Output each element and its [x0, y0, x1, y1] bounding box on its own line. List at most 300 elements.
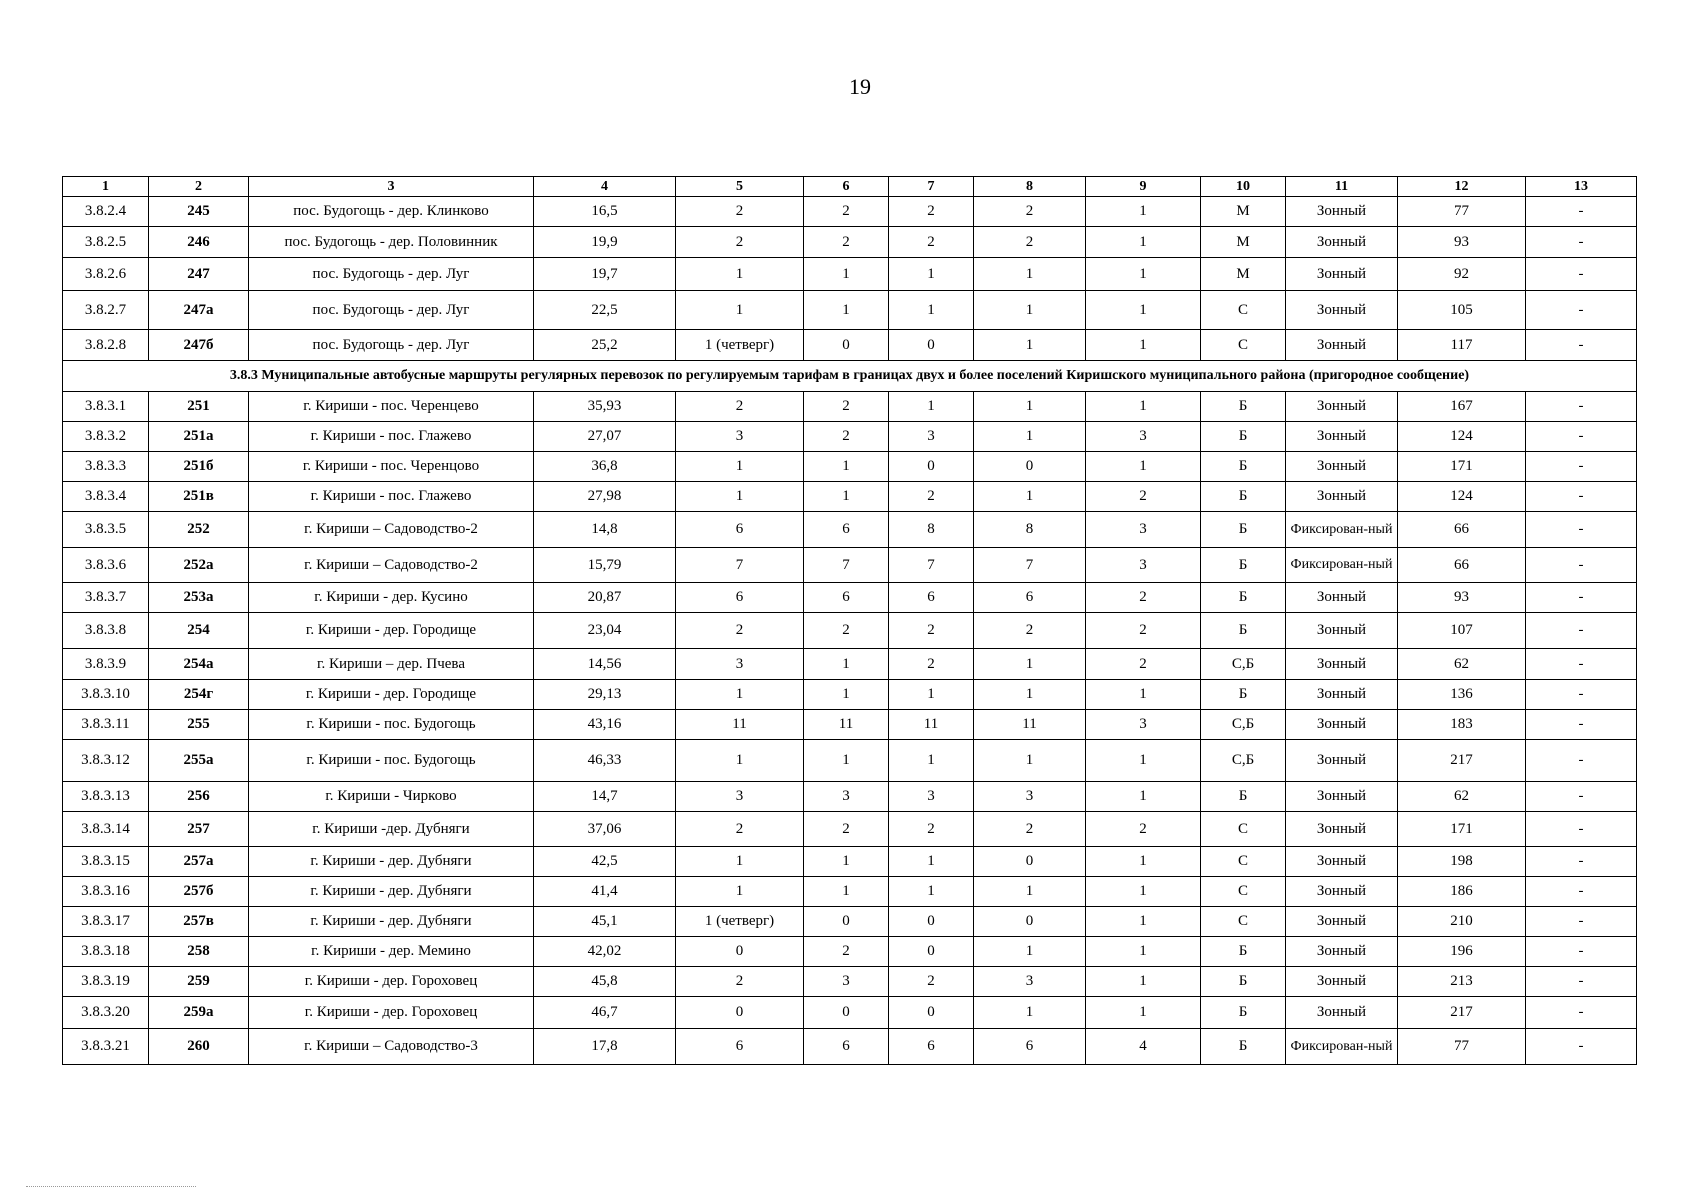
col5-cell: 11	[676, 710, 804, 740]
col9-cell: 3	[1086, 422, 1201, 452]
route-number-cell: 247	[149, 258, 249, 291]
vehicle-class-cell: Б	[1201, 422, 1286, 452]
col9-cell: 1	[1086, 997, 1201, 1029]
tariff-type-cell: Фиксирован-ный	[1286, 1029, 1398, 1065]
col8-cell: 1	[974, 291, 1086, 330]
col8-cell: 1	[974, 422, 1086, 452]
col7-cell: 0	[889, 452, 974, 482]
table-row	[63, 967, 1637, 997]
column-header-9: 9	[1086, 177, 1201, 197]
col13-cell: -	[1526, 197, 1637, 227]
fare-cell: 66	[1398, 512, 1526, 548]
col13-cell: -	[1526, 877, 1637, 907]
route-name-cell: г. Кириши - пос. Будогощь	[249, 740, 534, 782]
col13-cell: -	[1526, 710, 1637, 740]
col6-cell: 1	[804, 847, 889, 877]
col8-cell: 1	[974, 937, 1086, 967]
fare-cell: 171	[1398, 452, 1526, 482]
vehicle-class-cell: Б	[1201, 548, 1286, 583]
vehicle-class-cell: С	[1201, 907, 1286, 937]
col13-cell: -	[1526, 1029, 1637, 1065]
table-row	[63, 482, 1637, 512]
col9-cell: 2	[1086, 583, 1201, 613]
route-name-cell: пос. Будогощь - дер. Луг	[249, 291, 534, 330]
item-number-cell: 3.8.2.4	[63, 197, 149, 227]
tariff-type-cell: Зонный	[1286, 997, 1398, 1029]
col6-cell: 1	[804, 877, 889, 907]
col5-cell: 0	[676, 937, 804, 967]
col6-cell: 1	[804, 740, 889, 782]
col8-cell: 6	[974, 583, 1086, 613]
fare-cell: 107	[1398, 613, 1526, 649]
route-number-cell: 257в	[149, 907, 249, 937]
col13-cell: -	[1526, 330, 1637, 361]
route-number-cell: 260	[149, 1029, 249, 1065]
route-name-cell: г. Кириши - дер. Мемино	[249, 937, 534, 967]
col6-cell: 1	[804, 452, 889, 482]
tariff-type-cell: Зонный	[1286, 452, 1398, 482]
col9-cell: 2	[1086, 613, 1201, 649]
route-number-cell: 253а	[149, 583, 249, 613]
col8-cell: 3	[974, 782, 1086, 812]
vehicle-class-cell: Б	[1201, 613, 1286, 649]
column-number-header-row	[63, 177, 1637, 197]
length-km-cell: 45,8	[534, 967, 676, 997]
col9-cell: 4	[1086, 1029, 1201, 1065]
item-number-cell: 3.8.2.6	[63, 258, 149, 291]
fare-cell: 92	[1398, 258, 1526, 291]
table-row	[63, 649, 1637, 680]
table-row	[63, 997, 1637, 1029]
col9-cell: 1	[1086, 937, 1201, 967]
col9-cell: 1	[1086, 740, 1201, 782]
col9-cell: 1	[1086, 452, 1201, 482]
col6-cell: 0	[804, 907, 889, 937]
vehicle-class-cell: М	[1201, 258, 1286, 291]
length-km-cell: 16,5	[534, 197, 676, 227]
fare-cell: 167	[1398, 392, 1526, 422]
route-number-cell: 254	[149, 613, 249, 649]
col13-cell: -	[1526, 452, 1637, 482]
length-km-cell: 43,16	[534, 710, 676, 740]
col9-cell: 1	[1086, 227, 1201, 258]
vehicle-class-cell: Б	[1201, 937, 1286, 967]
table-row	[63, 330, 1637, 361]
length-km-cell: 25,2	[534, 330, 676, 361]
fare-cell: 213	[1398, 967, 1526, 997]
tariff-type-cell: Зонный	[1286, 847, 1398, 877]
table-row	[63, 422, 1637, 452]
table-row	[63, 512, 1637, 548]
table-row	[63, 740, 1637, 782]
fare-cell: 93	[1398, 583, 1526, 613]
route-number-cell: 254а	[149, 649, 249, 680]
route-name-cell: г. Кириши - дер. Городище	[249, 680, 534, 710]
route-number-cell: 259	[149, 967, 249, 997]
col8-cell: 1	[974, 649, 1086, 680]
vehicle-class-cell: С,Б	[1201, 710, 1286, 740]
route-name-cell: пос. Будогощь - дер. Половинник	[249, 227, 534, 258]
route-number-cell: 252а	[149, 548, 249, 583]
col9-cell: 2	[1086, 482, 1201, 512]
tariff-type-cell: Зонный	[1286, 482, 1398, 512]
column-header-8: 8	[974, 177, 1086, 197]
tariff-type-cell: Зонный	[1286, 782, 1398, 812]
col13-cell: -	[1526, 613, 1637, 649]
tariff-type-cell: Зонный	[1286, 330, 1398, 361]
length-km-cell: 27,07	[534, 422, 676, 452]
col8-cell: 2	[974, 812, 1086, 847]
col9-cell: 2	[1086, 812, 1201, 847]
table-row	[63, 847, 1637, 877]
tariff-type-cell: Фиксирован-ный	[1286, 512, 1398, 548]
tariff-type-cell: Зонный	[1286, 812, 1398, 847]
tariff-type-cell: Зонный	[1286, 740, 1398, 782]
tariff-type-cell: Зонный	[1286, 197, 1398, 227]
route-number-cell: 258	[149, 937, 249, 967]
item-number-cell: 3.8.3.7	[63, 583, 149, 613]
table-row	[63, 812, 1637, 847]
col13-cell: -	[1526, 548, 1637, 583]
vehicle-class-cell: Б	[1201, 1029, 1286, 1065]
tariff-type-cell: Зонный	[1286, 649, 1398, 680]
route-number-cell: 255а	[149, 740, 249, 782]
fare-cell: 93	[1398, 227, 1526, 258]
col7-cell: 1	[889, 258, 974, 291]
route-name-cell: г. Кириши - дер. Городище	[249, 613, 534, 649]
route-name-cell: г. Кириши – Садоводство-3	[249, 1029, 534, 1065]
length-km-cell: 41,4	[534, 877, 676, 907]
col8-cell: 1	[974, 740, 1086, 782]
table-row	[63, 937, 1637, 967]
col7-cell: 8	[889, 512, 974, 548]
col6-cell: 2	[804, 613, 889, 649]
length-km-cell: 42,5	[534, 847, 676, 877]
col7-cell: 6	[889, 583, 974, 613]
col6-cell: 11	[804, 710, 889, 740]
item-number-cell: 3.8.3.15	[63, 847, 149, 877]
route-number-cell: 252	[149, 512, 249, 548]
table-row	[63, 710, 1637, 740]
route-number-cell: 255	[149, 710, 249, 740]
item-number-cell: 3.8.3.19	[63, 967, 149, 997]
col13-cell: -	[1526, 649, 1637, 680]
tariff-type-cell: Зонный	[1286, 583, 1398, 613]
item-number-cell: 3.8.2.7	[63, 291, 149, 330]
route-number-cell: 254г	[149, 680, 249, 710]
col9-cell: 2	[1086, 649, 1201, 680]
col7-cell: 0	[889, 997, 974, 1029]
length-km-cell: 14,8	[534, 512, 676, 548]
fare-cell: 183	[1398, 710, 1526, 740]
col5-cell: 1	[676, 680, 804, 710]
col6-cell: 1	[804, 649, 889, 680]
col13-cell: -	[1526, 258, 1637, 291]
col7-cell: 2	[889, 967, 974, 997]
vehicle-class-cell: М	[1201, 227, 1286, 258]
col9-cell: 3	[1086, 710, 1201, 740]
col6-cell: 2	[804, 392, 889, 422]
vehicle-class-cell: Б	[1201, 680, 1286, 710]
col6-cell: 2	[804, 197, 889, 227]
item-number-cell: 3.8.2.8	[63, 330, 149, 361]
table-row	[63, 197, 1637, 227]
route-number-cell: 257б	[149, 877, 249, 907]
vehicle-class-cell: С	[1201, 291, 1286, 330]
col7-cell: 2	[889, 227, 974, 258]
route-name-cell: г. Кириши - пос. Глажево	[249, 422, 534, 452]
tariff-type-cell: Зонный	[1286, 710, 1398, 740]
col7-cell: 1	[889, 877, 974, 907]
col7-cell: 0	[889, 907, 974, 937]
col7-cell: 7	[889, 548, 974, 583]
col6-cell: 1	[804, 482, 889, 512]
length-km-cell: 46,33	[534, 740, 676, 782]
item-number-cell: 3.8.3.21	[63, 1029, 149, 1065]
route-name-cell: г. Кириши – дер. Пчева	[249, 649, 534, 680]
col13-cell: -	[1526, 997, 1637, 1029]
length-km-cell: 22,5	[534, 291, 676, 330]
vehicle-class-cell: Б	[1201, 583, 1286, 613]
col9-cell: 1	[1086, 291, 1201, 330]
table-row	[63, 452, 1637, 482]
item-number-cell: 3.8.3.20	[63, 997, 149, 1029]
table-row	[63, 291, 1637, 330]
col7-cell: 2	[889, 197, 974, 227]
col13-cell: -	[1526, 227, 1637, 258]
col5-cell: 1	[676, 740, 804, 782]
fare-cell: 124	[1398, 482, 1526, 512]
vehicle-class-cell: Б	[1201, 482, 1286, 512]
col6-cell: 2	[804, 422, 889, 452]
table-row	[63, 680, 1637, 710]
col6-cell: 1	[804, 258, 889, 291]
col6-cell: 2	[804, 937, 889, 967]
fare-cell: 66	[1398, 548, 1526, 583]
route-name-cell: г. Кириши -дер. Дубняги	[249, 812, 534, 847]
col13-cell: -	[1526, 782, 1637, 812]
col7-cell: 3	[889, 782, 974, 812]
column-header-12: 12	[1398, 177, 1526, 197]
section-title-row	[63, 361, 1637, 392]
route-name-cell: г. Кириши – Садоводство-2	[249, 512, 534, 548]
col9-cell: 1	[1086, 847, 1201, 877]
route-name-cell: г. Кириши - дер. Дубняги	[249, 877, 534, 907]
length-km-cell: 36,8	[534, 452, 676, 482]
page-number: 19	[849, 74, 871, 99]
tariff-type-cell: Зонный	[1286, 877, 1398, 907]
route-number-cell: 257	[149, 812, 249, 847]
route-number-cell: 251в	[149, 482, 249, 512]
col6-cell: 7	[804, 548, 889, 583]
vehicle-class-cell: Б	[1201, 967, 1286, 997]
vehicle-class-cell: С	[1201, 330, 1286, 361]
col5-cell: 1	[676, 258, 804, 291]
vehicle-class-cell: С	[1201, 847, 1286, 877]
section-3-8-2-rows	[63, 197, 1637, 361]
route-number-cell: 245	[149, 197, 249, 227]
col5-cell: 2	[676, 613, 804, 649]
col8-cell: 1	[974, 997, 1086, 1029]
vehicle-class-cell: Б	[1201, 512, 1286, 548]
vehicle-class-cell: С,Б	[1201, 649, 1286, 680]
column-header-10: 10	[1201, 177, 1286, 197]
col8-cell: 6	[974, 1029, 1086, 1065]
route-name-cell: г. Кириши - пос. Черенцево	[249, 392, 534, 422]
route-name-cell: г. Кириши - дер. Гороховец	[249, 967, 534, 997]
length-km-cell: 27,98	[534, 482, 676, 512]
route-name-cell: г. Кириши - пос. Черенцово	[249, 452, 534, 482]
col7-cell: 0	[889, 937, 974, 967]
vehicle-class-cell: Б	[1201, 997, 1286, 1029]
route-name-cell: г. Кириши - пос. Глажево	[249, 482, 534, 512]
table-row	[63, 1029, 1637, 1065]
table-row	[63, 782, 1637, 812]
fare-cell: 136	[1398, 680, 1526, 710]
fare-cell: 124	[1398, 422, 1526, 452]
table-row	[63, 877, 1637, 907]
column-header-3: 3	[249, 177, 534, 197]
col9-cell: 3	[1086, 512, 1201, 548]
route-name-cell: пос. Будогощь - дер. Луг	[249, 258, 534, 291]
col5-cell: 2	[676, 392, 804, 422]
col5-cell: 1 (четверг)	[676, 330, 804, 361]
col5-cell: 2	[676, 197, 804, 227]
section-title: 3.8.3 Муниципальные автобусные маршруты регулярных перевозок по регулируемым тарифам в границах двух и более поселений Киришского муниципального района (пригородное сообщение)	[63, 361, 1637, 392]
length-km-cell: 29,13	[534, 680, 676, 710]
col9-cell: 3	[1086, 548, 1201, 583]
route-name-cell: пос. Будогощь - дер. Луг	[249, 330, 534, 361]
column-header-11: 11	[1286, 177, 1398, 197]
col9-cell: 1	[1086, 680, 1201, 710]
col8-cell: 0	[974, 907, 1086, 937]
fare-cell: 77	[1398, 197, 1526, 227]
table-row	[63, 548, 1637, 583]
col8-cell: 1	[974, 877, 1086, 907]
route-number-cell: 251а	[149, 422, 249, 452]
col9-cell: 1	[1086, 967, 1201, 997]
vehicle-class-cell: Б	[1201, 782, 1286, 812]
col9-cell: 1	[1086, 197, 1201, 227]
col5-cell: 1	[676, 482, 804, 512]
col5-cell: 1	[676, 452, 804, 482]
col13-cell: -	[1526, 907, 1637, 937]
col5-cell: 0	[676, 997, 804, 1029]
col8-cell: 1	[974, 392, 1086, 422]
col7-cell: 11	[889, 710, 974, 740]
col6-cell: 6	[804, 1029, 889, 1065]
length-km-cell: 46,7	[534, 997, 676, 1029]
col5-cell: 3	[676, 649, 804, 680]
col7-cell: 1	[889, 291, 974, 330]
col13-cell: -	[1526, 967, 1637, 997]
item-number-cell: 3.8.3.6	[63, 548, 149, 583]
col5-cell: 1	[676, 847, 804, 877]
column-header-4: 4	[534, 177, 676, 197]
item-number-cell: 3.8.3.5	[63, 512, 149, 548]
col13-cell: -	[1526, 680, 1637, 710]
col7-cell: 1	[889, 680, 974, 710]
col6-cell: 6	[804, 512, 889, 548]
col13-cell: -	[1526, 812, 1637, 847]
col13-cell: -	[1526, 740, 1637, 782]
length-km-cell: 20,87	[534, 583, 676, 613]
col8-cell: 1	[974, 258, 1086, 291]
vehicle-class-cell: С	[1201, 812, 1286, 847]
length-km-cell: 14,7	[534, 782, 676, 812]
fare-cell: 117	[1398, 330, 1526, 361]
item-number-cell: 3.8.3.14	[63, 812, 149, 847]
route-name-cell: г. Кириши - дер. Гороховец	[249, 997, 534, 1029]
item-number-cell: 3.8.3.2	[63, 422, 149, 452]
col6-cell: 6	[804, 583, 889, 613]
item-number-cell: 3.8.3.18	[63, 937, 149, 967]
col5-cell: 6	[676, 583, 804, 613]
column-header-6: 6	[804, 177, 889, 197]
table-row	[63, 258, 1637, 291]
col8-cell: 2	[974, 197, 1086, 227]
route-name-cell: г. Кириши - дер. Кусино	[249, 583, 534, 613]
table-row	[63, 583, 1637, 613]
col5-cell: 7	[676, 548, 804, 583]
fare-cell: 62	[1398, 782, 1526, 812]
col9-cell: 1	[1086, 330, 1201, 361]
tariff-type-cell: Зонный	[1286, 227, 1398, 258]
length-km-cell: 23,04	[534, 613, 676, 649]
col7-cell: 2	[889, 649, 974, 680]
col5-cell: 3	[676, 782, 804, 812]
item-number-cell: 3.8.3.11	[63, 710, 149, 740]
route-number-cell: 257а	[149, 847, 249, 877]
fare-cell: 210	[1398, 907, 1526, 937]
item-number-cell: 3.8.2.5	[63, 227, 149, 258]
col6-cell: 1	[804, 291, 889, 330]
item-number-cell: 3.8.3.17	[63, 907, 149, 937]
fare-cell: 77	[1398, 1029, 1526, 1065]
col5-cell: 1	[676, 877, 804, 907]
length-km-cell: 19,9	[534, 227, 676, 258]
item-number-cell: 3.8.3.4	[63, 482, 149, 512]
fare-cell: 217	[1398, 740, 1526, 782]
col7-cell: 2	[889, 613, 974, 649]
col13-cell: -	[1526, 937, 1637, 967]
item-number-cell: 3.8.3.1	[63, 392, 149, 422]
col5-cell: 2	[676, 812, 804, 847]
col8-cell: 1	[974, 330, 1086, 361]
route-number-cell: 251	[149, 392, 249, 422]
vehicle-class-cell: Б	[1201, 392, 1286, 422]
col6-cell: 3	[804, 967, 889, 997]
route-name-cell: г. Кириши - дер. Дубняги	[249, 847, 534, 877]
routes-table	[62, 176, 1637, 1065]
tariff-type-cell: Зонный	[1286, 392, 1398, 422]
col8-cell: 2	[974, 227, 1086, 258]
route-name-cell: пос. Будогощь - дер. Клинково	[249, 197, 534, 227]
tariff-type-cell: Зонный	[1286, 680, 1398, 710]
length-km-cell: 15,79	[534, 548, 676, 583]
col8-cell: 2	[974, 613, 1086, 649]
col9-cell: 1	[1086, 877, 1201, 907]
length-km-cell: 14,56	[534, 649, 676, 680]
section-3-8-3-rows	[63, 392, 1637, 1065]
fare-cell: 217	[1398, 997, 1526, 1029]
col7-cell: 1	[889, 740, 974, 782]
col8-cell: 3	[974, 967, 1086, 997]
item-number-cell: 3.8.3.12	[63, 740, 149, 782]
route-number-cell: 247а	[149, 291, 249, 330]
tariff-type-cell: Зонный	[1286, 291, 1398, 330]
col8-cell: 8	[974, 512, 1086, 548]
